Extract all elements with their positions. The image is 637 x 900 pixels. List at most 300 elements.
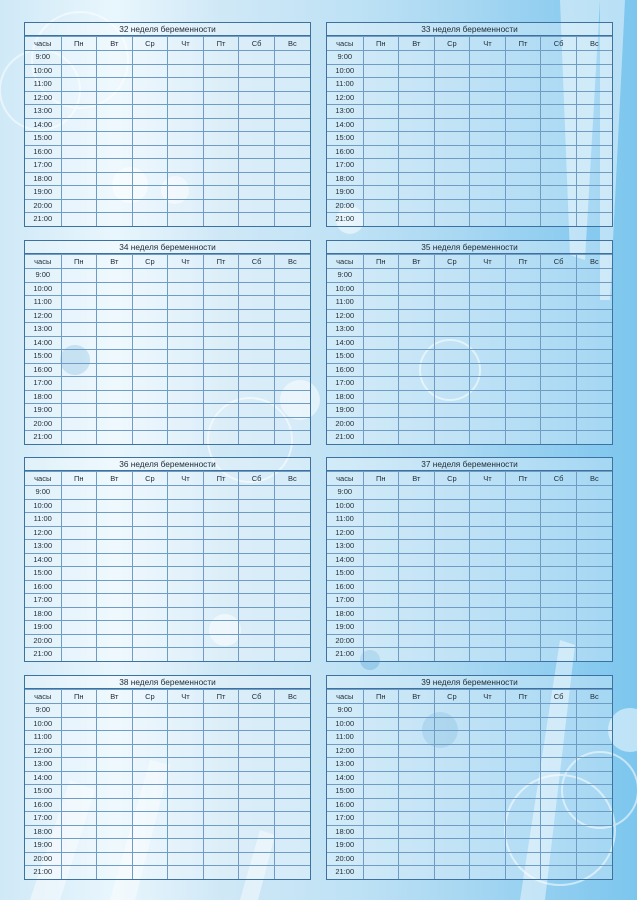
schedule-cell[interactable] bbox=[239, 377, 275, 391]
schedule-cell[interactable] bbox=[363, 580, 399, 594]
schedule-cell[interactable] bbox=[399, 105, 435, 119]
schedule-cell[interactable] bbox=[576, 377, 612, 391]
schedule-cell[interactable] bbox=[274, 118, 310, 132]
schedule-cell[interactable] bbox=[505, 105, 541, 119]
schedule-cell[interactable] bbox=[363, 553, 399, 567]
schedule-cell[interactable] bbox=[239, 798, 275, 812]
schedule-cell[interactable] bbox=[434, 145, 470, 159]
schedule-cell[interactable] bbox=[399, 350, 435, 364]
schedule-cell[interactable] bbox=[168, 363, 204, 377]
schedule-cell[interactable] bbox=[541, 567, 577, 581]
schedule-cell[interactable] bbox=[168, 296, 204, 310]
schedule-cell[interactable] bbox=[203, 336, 239, 350]
schedule-cell[interactable] bbox=[399, 486, 435, 500]
schedule-cell[interactable] bbox=[97, 336, 133, 350]
schedule-cell[interactable] bbox=[363, 336, 399, 350]
schedule-cell[interactable] bbox=[97, 132, 133, 146]
schedule-cell[interactable] bbox=[97, 296, 133, 310]
schedule-cell[interactable] bbox=[274, 567, 310, 581]
schedule-cell[interactable] bbox=[97, 363, 133, 377]
schedule-cell[interactable] bbox=[168, 634, 204, 648]
schedule-cell[interactable] bbox=[363, 282, 399, 296]
schedule-cell[interactable] bbox=[61, 839, 97, 853]
schedule-cell[interactable] bbox=[434, 323, 470, 337]
schedule-cell[interactable] bbox=[470, 159, 506, 173]
schedule-cell[interactable] bbox=[274, 785, 310, 799]
schedule-cell[interactable] bbox=[505, 717, 541, 731]
schedule-cell[interactable] bbox=[203, 607, 239, 621]
schedule-cell[interactable] bbox=[168, 580, 204, 594]
schedule-cell[interactable] bbox=[61, 213, 97, 226]
schedule-cell[interactable] bbox=[203, 513, 239, 527]
schedule-cell[interactable] bbox=[97, 744, 133, 758]
schedule-cell[interactable] bbox=[132, 390, 168, 404]
schedule-cell[interactable] bbox=[363, 199, 399, 213]
schedule-cell[interactable] bbox=[541, 323, 577, 337]
schedule-cell[interactable] bbox=[203, 78, 239, 92]
schedule-cell[interactable] bbox=[239, 704, 275, 718]
schedule-cell[interactable] bbox=[168, 269, 204, 283]
schedule-cell[interactable] bbox=[576, 350, 612, 364]
schedule-cell[interactable] bbox=[541, 594, 577, 608]
schedule-cell[interactable] bbox=[274, 580, 310, 594]
schedule-cell[interactable] bbox=[505, 866, 541, 879]
schedule-cell[interactable] bbox=[434, 350, 470, 364]
schedule-cell[interactable] bbox=[132, 309, 168, 323]
schedule-cell[interactable] bbox=[203, 852, 239, 866]
schedule-cell[interactable] bbox=[203, 417, 239, 431]
schedule-cell[interactable] bbox=[274, 172, 310, 186]
schedule-cell[interactable] bbox=[434, 594, 470, 608]
schedule-cell[interactable] bbox=[505, 731, 541, 745]
schedule-cell[interactable] bbox=[399, 336, 435, 350]
schedule-cell[interactable] bbox=[505, 78, 541, 92]
schedule-cell[interactable] bbox=[434, 51, 470, 65]
schedule-cell[interactable] bbox=[576, 634, 612, 648]
schedule-cell[interactable] bbox=[505, 118, 541, 132]
schedule-cell[interactable] bbox=[541, 350, 577, 364]
schedule-cell[interactable] bbox=[541, 553, 577, 567]
schedule-cell[interactable] bbox=[132, 282, 168, 296]
schedule-cell[interactable] bbox=[274, 704, 310, 718]
schedule-cell[interactable] bbox=[399, 744, 435, 758]
schedule-cell[interactable] bbox=[470, 553, 506, 567]
schedule-cell[interactable] bbox=[363, 731, 399, 745]
schedule-cell[interactable] bbox=[541, 296, 577, 310]
schedule-cell[interactable] bbox=[97, 567, 133, 581]
schedule-cell[interactable] bbox=[399, 296, 435, 310]
schedule-cell[interactable] bbox=[434, 486, 470, 500]
schedule-cell[interactable] bbox=[399, 621, 435, 635]
schedule-cell[interactable] bbox=[168, 78, 204, 92]
schedule-cell[interactable] bbox=[274, 417, 310, 431]
schedule-cell[interactable] bbox=[505, 390, 541, 404]
schedule-cell[interactable] bbox=[168, 607, 204, 621]
schedule-cell[interactable] bbox=[274, 213, 310, 226]
schedule-cell[interactable] bbox=[61, 91, 97, 105]
schedule-cell[interactable] bbox=[132, 866, 168, 879]
schedule-cell[interactable] bbox=[274, 132, 310, 146]
schedule-cell[interactable] bbox=[274, 744, 310, 758]
schedule-cell[interactable] bbox=[363, 798, 399, 812]
schedule-cell[interactable] bbox=[576, 758, 612, 772]
schedule-cell[interactable] bbox=[61, 377, 97, 391]
schedule-cell[interactable] bbox=[505, 580, 541, 594]
schedule-cell[interactable] bbox=[399, 812, 435, 826]
schedule-cell[interactable] bbox=[541, 417, 577, 431]
schedule-cell[interactable] bbox=[132, 825, 168, 839]
schedule-cell[interactable] bbox=[541, 309, 577, 323]
schedule-cell[interactable] bbox=[239, 513, 275, 527]
schedule-cell[interactable] bbox=[541, 51, 577, 65]
schedule-cell[interactable] bbox=[434, 634, 470, 648]
schedule-cell[interactable] bbox=[132, 526, 168, 540]
schedule-cell[interactable] bbox=[363, 91, 399, 105]
schedule-cell[interactable] bbox=[274, 91, 310, 105]
schedule-cell[interactable] bbox=[61, 607, 97, 621]
schedule-cell[interactable] bbox=[168, 159, 204, 173]
schedule-cell[interactable] bbox=[399, 172, 435, 186]
schedule-cell[interactable] bbox=[61, 621, 97, 635]
schedule-cell[interactable] bbox=[434, 159, 470, 173]
schedule-cell[interactable] bbox=[434, 118, 470, 132]
schedule-cell[interactable] bbox=[576, 269, 612, 283]
schedule-cell[interactable] bbox=[239, 404, 275, 418]
schedule-cell[interactable] bbox=[576, 64, 612, 78]
schedule-cell[interactable] bbox=[434, 282, 470, 296]
schedule-cell[interactable] bbox=[363, 526, 399, 540]
schedule-cell[interactable] bbox=[505, 567, 541, 581]
schedule-cell[interactable] bbox=[132, 744, 168, 758]
schedule-cell[interactable] bbox=[97, 812, 133, 826]
schedule-cell[interactable] bbox=[434, 825, 470, 839]
schedule-cell[interactable] bbox=[576, 404, 612, 418]
schedule-cell[interactable] bbox=[61, 296, 97, 310]
schedule-cell[interactable] bbox=[505, 540, 541, 554]
schedule-cell[interactable] bbox=[97, 51, 133, 65]
schedule-cell[interactable] bbox=[132, 51, 168, 65]
schedule-cell[interactable] bbox=[97, 159, 133, 173]
schedule-cell[interactable] bbox=[239, 309, 275, 323]
schedule-cell[interactable] bbox=[168, 132, 204, 146]
schedule-cell[interactable] bbox=[239, 296, 275, 310]
schedule-cell[interactable] bbox=[168, 744, 204, 758]
schedule-cell[interactable] bbox=[576, 363, 612, 377]
schedule-cell[interactable] bbox=[470, 350, 506, 364]
schedule-cell[interactable] bbox=[541, 825, 577, 839]
schedule-cell[interactable] bbox=[399, 323, 435, 337]
schedule-cell[interactable] bbox=[168, 172, 204, 186]
schedule-cell[interactable] bbox=[399, 363, 435, 377]
schedule-cell[interactable] bbox=[203, 186, 239, 200]
schedule-cell[interactable] bbox=[576, 159, 612, 173]
schedule-cell[interactable] bbox=[61, 199, 97, 213]
schedule-cell[interactable] bbox=[576, 78, 612, 92]
schedule-cell[interactable] bbox=[576, 172, 612, 186]
schedule-cell[interactable] bbox=[168, 621, 204, 635]
schedule-cell[interactable] bbox=[97, 513, 133, 527]
schedule-cell[interactable] bbox=[541, 486, 577, 500]
schedule-cell[interactable] bbox=[363, 839, 399, 853]
schedule-cell[interactable] bbox=[505, 621, 541, 635]
schedule-cell[interactable] bbox=[61, 363, 97, 377]
schedule-cell[interactable] bbox=[274, 105, 310, 119]
schedule-cell[interactable] bbox=[239, 269, 275, 283]
schedule-cell[interactable] bbox=[203, 404, 239, 418]
schedule-cell[interactable] bbox=[239, 580, 275, 594]
schedule-cell[interactable] bbox=[97, 377, 133, 391]
schedule-cell[interactable] bbox=[168, 105, 204, 119]
schedule-cell[interactable] bbox=[434, 798, 470, 812]
schedule-cell[interactable] bbox=[505, 64, 541, 78]
schedule-cell[interactable] bbox=[274, 852, 310, 866]
schedule-cell[interactable] bbox=[541, 282, 577, 296]
schedule-cell[interactable] bbox=[203, 798, 239, 812]
schedule-cell[interactable] bbox=[132, 213, 168, 226]
schedule-cell[interactable] bbox=[168, 594, 204, 608]
schedule-cell[interactable] bbox=[363, 350, 399, 364]
schedule-cell[interactable] bbox=[203, 839, 239, 853]
schedule-cell[interactable] bbox=[434, 91, 470, 105]
schedule-cell[interactable] bbox=[132, 363, 168, 377]
schedule-cell[interactable] bbox=[132, 607, 168, 621]
schedule-cell[interactable] bbox=[576, 51, 612, 65]
schedule-cell[interactable] bbox=[132, 186, 168, 200]
schedule-cell[interactable] bbox=[61, 758, 97, 772]
schedule-cell[interactable] bbox=[505, 132, 541, 146]
schedule-cell[interactable] bbox=[97, 634, 133, 648]
schedule-cell[interactable] bbox=[363, 323, 399, 337]
schedule-cell[interactable] bbox=[363, 64, 399, 78]
schedule-cell[interactable] bbox=[434, 526, 470, 540]
schedule-cell[interactable] bbox=[61, 309, 97, 323]
schedule-cell[interactable] bbox=[239, 91, 275, 105]
schedule-cell[interactable] bbox=[470, 540, 506, 554]
schedule-cell[interactable] bbox=[132, 377, 168, 391]
schedule-cell[interactable] bbox=[168, 540, 204, 554]
schedule-cell[interactable] bbox=[399, 648, 435, 661]
schedule-cell[interactable] bbox=[168, 486, 204, 500]
schedule-cell[interactable] bbox=[399, 704, 435, 718]
schedule-cell[interactable] bbox=[505, 350, 541, 364]
schedule-cell[interactable] bbox=[434, 717, 470, 731]
schedule-cell[interactable] bbox=[541, 607, 577, 621]
schedule-cell[interactable] bbox=[274, 825, 310, 839]
schedule-cell[interactable] bbox=[132, 513, 168, 527]
schedule-cell[interactable] bbox=[97, 431, 133, 444]
schedule-cell[interactable] bbox=[505, 377, 541, 391]
schedule-cell[interactable] bbox=[399, 866, 435, 879]
schedule-cell[interactable] bbox=[61, 648, 97, 661]
schedule-cell[interactable] bbox=[239, 118, 275, 132]
schedule-cell[interactable] bbox=[399, 269, 435, 283]
schedule-cell[interactable] bbox=[363, 172, 399, 186]
schedule-cell[interactable] bbox=[363, 390, 399, 404]
schedule-cell[interactable] bbox=[132, 852, 168, 866]
schedule-cell[interactable] bbox=[274, 798, 310, 812]
schedule-cell[interactable] bbox=[132, 91, 168, 105]
schedule-cell[interactable] bbox=[470, 594, 506, 608]
schedule-cell[interactable] bbox=[434, 363, 470, 377]
schedule-cell[interactable] bbox=[132, 159, 168, 173]
schedule-cell[interactable] bbox=[203, 648, 239, 661]
schedule-cell[interactable] bbox=[399, 513, 435, 527]
schedule-cell[interactable] bbox=[363, 486, 399, 500]
schedule-cell[interactable] bbox=[541, 785, 577, 799]
schedule-cell[interactable] bbox=[399, 159, 435, 173]
schedule-cell[interactable] bbox=[363, 417, 399, 431]
schedule-cell[interactable] bbox=[168, 648, 204, 661]
schedule-cell[interactable] bbox=[168, 731, 204, 745]
schedule-cell[interactable] bbox=[274, 486, 310, 500]
schedule-cell[interactable] bbox=[132, 798, 168, 812]
schedule-cell[interactable] bbox=[274, 64, 310, 78]
schedule-cell[interactable] bbox=[61, 540, 97, 554]
schedule-cell[interactable] bbox=[541, 78, 577, 92]
schedule-cell[interactable] bbox=[168, 839, 204, 853]
schedule-cell[interactable] bbox=[470, 607, 506, 621]
schedule-cell[interactable] bbox=[363, 363, 399, 377]
schedule-cell[interactable] bbox=[132, 417, 168, 431]
schedule-cell[interactable] bbox=[274, 309, 310, 323]
schedule-cell[interactable] bbox=[399, 431, 435, 444]
schedule-cell[interactable] bbox=[97, 390, 133, 404]
schedule-cell[interactable] bbox=[576, 785, 612, 799]
schedule-cell[interactable] bbox=[168, 417, 204, 431]
schedule-cell[interactable] bbox=[61, 744, 97, 758]
schedule-cell[interactable] bbox=[132, 812, 168, 826]
schedule-cell[interactable] bbox=[505, 648, 541, 661]
schedule-cell[interactable] bbox=[61, 798, 97, 812]
schedule-cell[interactable] bbox=[505, 172, 541, 186]
schedule-cell[interactable] bbox=[576, 798, 612, 812]
schedule-cell[interactable] bbox=[434, 309, 470, 323]
schedule-cell[interactable] bbox=[168, 336, 204, 350]
schedule-cell[interactable] bbox=[203, 540, 239, 554]
schedule-cell[interactable] bbox=[132, 771, 168, 785]
schedule-cell[interactable] bbox=[132, 634, 168, 648]
schedule-cell[interactable] bbox=[132, 64, 168, 78]
schedule-cell[interactable] bbox=[576, 607, 612, 621]
schedule-cell[interactable] bbox=[132, 785, 168, 799]
schedule-cell[interactable] bbox=[203, 567, 239, 581]
schedule-cell[interactable] bbox=[239, 621, 275, 635]
schedule-cell[interactable] bbox=[203, 91, 239, 105]
schedule-cell[interactable] bbox=[541, 269, 577, 283]
schedule-cell[interactable] bbox=[168, 825, 204, 839]
schedule-cell[interactable] bbox=[61, 132, 97, 146]
schedule-cell[interactable] bbox=[470, 526, 506, 540]
schedule-cell[interactable] bbox=[274, 186, 310, 200]
schedule-cell[interactable] bbox=[203, 785, 239, 799]
schedule-cell[interactable] bbox=[363, 866, 399, 879]
schedule-cell[interactable] bbox=[168, 771, 204, 785]
schedule-cell[interactable] bbox=[399, 758, 435, 772]
schedule-cell[interactable] bbox=[239, 105, 275, 119]
schedule-cell[interactable] bbox=[274, 771, 310, 785]
schedule-cell[interactable] bbox=[399, 417, 435, 431]
schedule-cell[interactable] bbox=[168, 553, 204, 567]
schedule-cell[interactable] bbox=[363, 186, 399, 200]
schedule-cell[interactable] bbox=[434, 64, 470, 78]
schedule-cell[interactable] bbox=[203, 717, 239, 731]
schedule-cell[interactable] bbox=[239, 51, 275, 65]
schedule-cell[interactable] bbox=[97, 825, 133, 839]
schedule-cell[interactable] bbox=[168, 51, 204, 65]
schedule-cell[interactable] bbox=[576, 567, 612, 581]
schedule-cell[interactable] bbox=[61, 812, 97, 826]
schedule-cell[interactable] bbox=[576, 731, 612, 745]
schedule-cell[interactable] bbox=[541, 186, 577, 200]
schedule-cell[interactable] bbox=[97, 499, 133, 513]
schedule-cell[interactable] bbox=[399, 798, 435, 812]
schedule-cell[interactable] bbox=[399, 145, 435, 159]
schedule-cell[interactable] bbox=[97, 145, 133, 159]
schedule-cell[interactable] bbox=[399, 594, 435, 608]
schedule-cell[interactable] bbox=[541, 866, 577, 879]
schedule-cell[interactable] bbox=[97, 118, 133, 132]
schedule-cell[interactable] bbox=[363, 758, 399, 772]
schedule-cell[interactable] bbox=[576, 513, 612, 527]
schedule-cell[interactable] bbox=[274, 296, 310, 310]
schedule-cell[interactable] bbox=[239, 634, 275, 648]
schedule-cell[interactable] bbox=[541, 744, 577, 758]
schedule-cell[interactable] bbox=[168, 64, 204, 78]
schedule-cell[interactable] bbox=[470, 866, 506, 879]
schedule-cell[interactable] bbox=[434, 199, 470, 213]
schedule-cell[interactable] bbox=[239, 417, 275, 431]
schedule-cell[interactable] bbox=[541, 377, 577, 391]
schedule-cell[interactable] bbox=[470, 580, 506, 594]
schedule-cell[interactable] bbox=[434, 213, 470, 226]
schedule-cell[interactable] bbox=[274, 404, 310, 418]
schedule-cell[interactable] bbox=[239, 839, 275, 853]
schedule-cell[interactable] bbox=[239, 282, 275, 296]
schedule-cell[interactable] bbox=[470, 51, 506, 65]
schedule-cell[interactable] bbox=[132, 486, 168, 500]
schedule-cell[interactable] bbox=[97, 540, 133, 554]
schedule-cell[interactable] bbox=[168, 323, 204, 337]
schedule-cell[interactable] bbox=[399, 825, 435, 839]
schedule-cell[interactable] bbox=[274, 731, 310, 745]
schedule-cell[interactable] bbox=[203, 350, 239, 364]
schedule-cell[interactable] bbox=[239, 213, 275, 226]
schedule-cell[interactable] bbox=[132, 145, 168, 159]
schedule-cell[interactable] bbox=[434, 648, 470, 661]
schedule-cell[interactable] bbox=[61, 785, 97, 799]
schedule-cell[interactable] bbox=[203, 866, 239, 879]
schedule-cell[interactable] bbox=[203, 172, 239, 186]
schedule-cell[interactable] bbox=[203, 580, 239, 594]
schedule-cell[interactable] bbox=[132, 78, 168, 92]
schedule-cell[interactable] bbox=[576, 540, 612, 554]
schedule-cell[interactable] bbox=[399, 78, 435, 92]
schedule-cell[interactable] bbox=[576, 199, 612, 213]
schedule-cell[interactable] bbox=[541, 159, 577, 173]
schedule-cell[interactable] bbox=[274, 553, 310, 567]
schedule-cell[interactable] bbox=[274, 145, 310, 159]
schedule-cell[interactable] bbox=[470, 648, 506, 661]
schedule-cell[interactable] bbox=[576, 323, 612, 337]
schedule-cell[interactable] bbox=[203, 213, 239, 226]
schedule-cell[interactable] bbox=[470, 852, 506, 866]
schedule-cell[interactable] bbox=[168, 186, 204, 200]
schedule-cell[interactable] bbox=[168, 91, 204, 105]
schedule-cell[interactable] bbox=[576, 105, 612, 119]
schedule-cell[interactable] bbox=[132, 499, 168, 513]
schedule-cell[interactable] bbox=[541, 513, 577, 527]
schedule-cell[interactable] bbox=[363, 634, 399, 648]
